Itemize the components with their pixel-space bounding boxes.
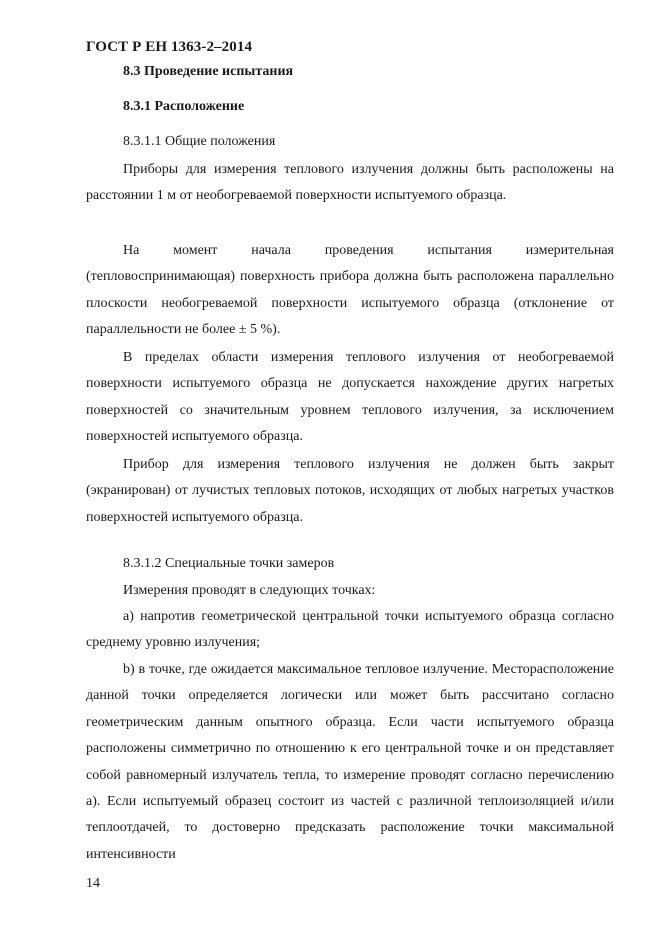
paragraph-surface-parallel: На момент начала проведения испытания измерительная (тепловоспринимающая) поверхность прибора должна быть расположена параллельно плоскости необогреваемой поверхности испытуемого образца (отклонение от параллельности не более ± 5 %). [86,243,614,338]
paragraph-measurement-points: Измерения проводят в следующих точках: [123,583,376,598]
paragraph-instruments-distance: Приборы для измерения теплового излучения должны быть расположены на расстоянии 1 м от необогреваемой поверхности испытуемого образца. [86,162,614,204]
standard-header: ГОСТ Р ЕН 1363-2–2014 [86,39,253,55]
section-8-3-1-2-title: 8.3.1.2 Специальные точки замеров [123,556,335,571]
list-item-b: b) в точке, где ожидается максимальное тепловое излучение. Месторасположение данной точки определяется логически или может быть рассчитано согласно геометрическим данным опытного образца. Если части испытуемого образца расположены симметрично по отношению к его центральной точке и он представляет собой равномерный излучатель тепла, то измерение проводят согласно перечислению а). Если испытуемый образец состоит из частей с различной теплоизоляцией и/или теплоотдачей, то достоверно предсказать расположение точки максимальной интенсивности [86,662,614,862]
paragraph-not-shielded: Прибор для измерения теплового излучения не должен быть закрыт (экранирован) от лучистых тепловых потоков, исходящих от любых нагретых участков поверхностей испытуемого образца. [86,457,614,525]
section-8-3-title: 8.3 Проведение испытания [123,64,294,79]
page-number: 14 [86,876,100,891]
section-8-3-1-1-title: 8.3.1.1 Общие положения [123,134,276,149]
list-item-a: a) напротив геометрической центральной точки испытуемого образца согласно среднему уровню излучения; [86,609,614,651]
paragraph-no-other-surfaces: В пределах области измерения теплового излучения от необогреваемой поверхности испытуемого образца не допускается нахождение других нагретых поверхностей со значительным уровнем теплового излучения, за исключением поверхностей испытуемого образца. [86,350,614,445]
section-8-3-1-title: 8.3.1 Расположение [123,99,245,114]
